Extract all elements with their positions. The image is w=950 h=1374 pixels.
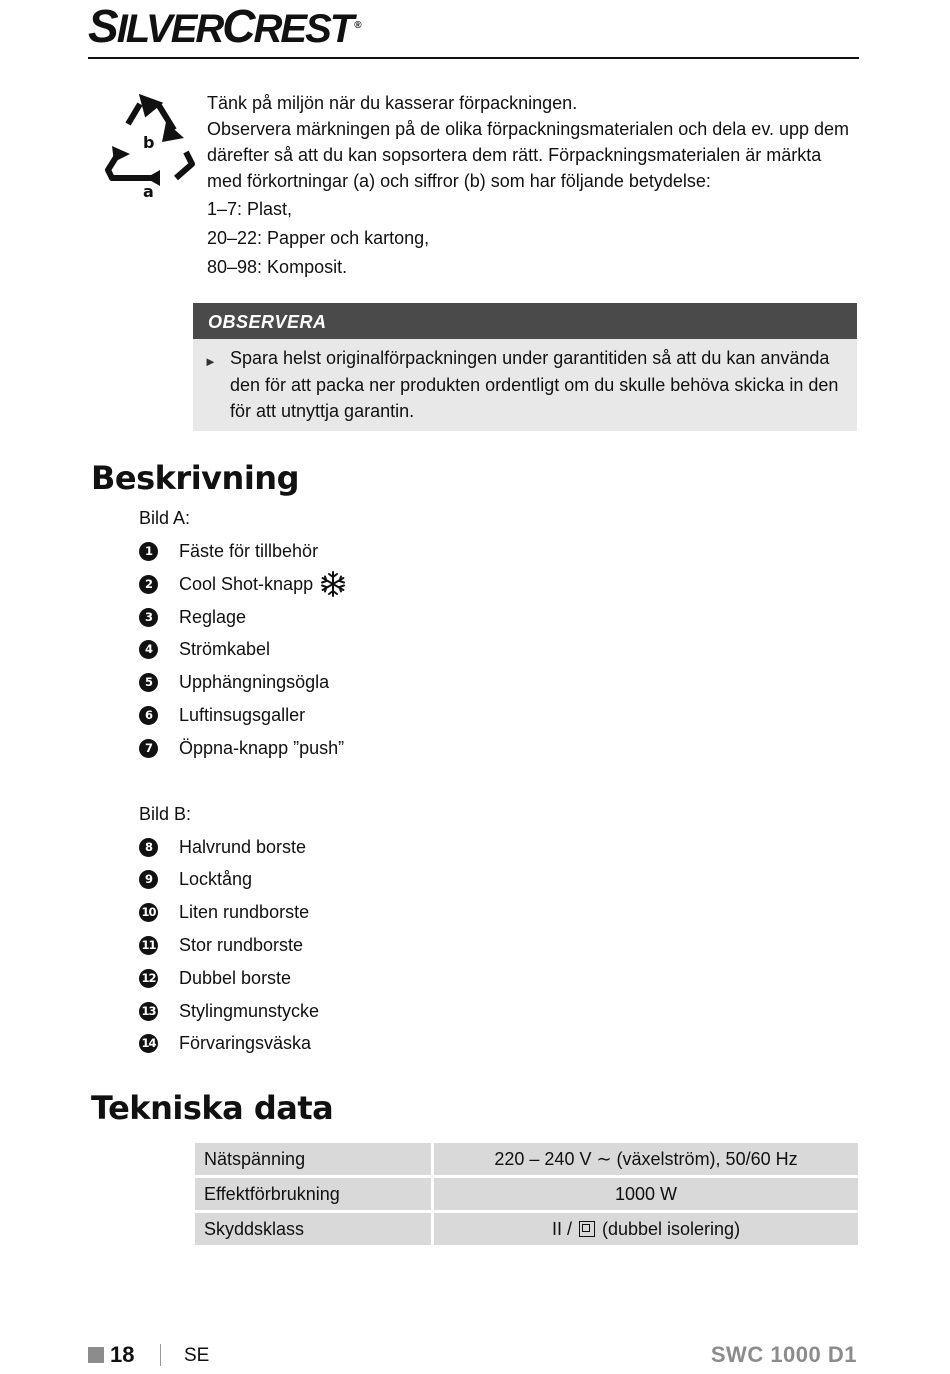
table-value: 220 – 240 V ∼ (växelström), 50/60 Hz — [434, 1143, 858, 1175]
list-item — [139, 966, 291, 990]
item-label: Luftinsugsgaller — [179, 705, 306, 725]
item-label: Öppna-knapp ”push” — [179, 738, 345, 758]
table-row — [195, 1213, 858, 1245]
list-item — [139, 900, 309, 924]
footer-divider — [160, 1344, 161, 1366]
item-label: Upphängningsögla — [179, 672, 330, 692]
item-number: 8 — [139, 838, 158, 857]
bild-b-label: Bild B: — [139, 804, 192, 824]
list-item — [139, 539, 318, 563]
item-number: 1 — [139, 542, 158, 561]
recycling-icon — [100, 90, 200, 200]
table-value: 1000 W — [434, 1178, 858, 1210]
item-label: Reglage — [179, 607, 247, 627]
list-item — [139, 572, 347, 596]
section-title-tekniska-data: Tekniska data — [91, 1089, 334, 1127]
item-number: 12 — [139, 969, 158, 988]
recycling-code: 80–98: Komposit. — [207, 257, 348, 277]
brand-logo: SILVERCREST ® — [88, 0, 362, 52]
note-body — [193, 339, 857, 431]
list-item — [139, 1031, 311, 1055]
page-number: 18 — [110, 1342, 135, 1367]
list-item — [139, 637, 270, 661]
item-label: Locktång — [179, 869, 253, 889]
item-number: 5 — [139, 673, 158, 692]
recycling-line-1: Tänk på miljön när du kasserar förpackningen. — [207, 93, 578, 113]
table-value-prefix: II / — [551, 1218, 572, 1239]
arrow-right-icon: ► — [204, 354, 217, 369]
item-number: 13 — [139, 1002, 158, 1021]
note-title: OBSERVERA — [193, 303, 857, 339]
list-item — [139, 605, 246, 629]
tech-data-table — [195, 1140, 858, 1248]
list-item — [139, 670, 329, 694]
snowflake-icon — [319, 570, 347, 598]
table-key: Skyddsklass — [195, 1213, 434, 1245]
recycling-code: 1–7: Plast, — [207, 199, 293, 219]
item-number: 3 — [139, 608, 158, 627]
section-title-beskrivning: Beskrivning — [91, 459, 299, 497]
table-row — [195, 1178, 858, 1210]
footer-square — [88, 1347, 104, 1363]
item-number: 2 — [139, 575, 158, 594]
table-row — [195, 1143, 858, 1175]
item-label: Cool Shot-knapp — [179, 574, 314, 594]
table-value-suffix: (dubbel isolering) — [601, 1218, 741, 1239]
note-box — [193, 303, 857, 431]
item-label: Halvrund borste — [179, 837, 307, 857]
table-value — [434, 1213, 858, 1245]
item-number: 7 — [139, 739, 158, 758]
item-label: Stylingmunstycke — [179, 1001, 320, 1021]
language-code: SE — [184, 1345, 210, 1366]
table-key: Nätspänning — [195, 1143, 434, 1175]
item-number: 6 — [139, 706, 158, 725]
list-item — [139, 933, 303, 957]
list-item — [139, 703, 305, 727]
list-item — [139, 999, 319, 1023]
note-text: Spara helst originalförpackningen under garantitiden så att du kan använda den för att packa ner produkten ordentligt om du skulle behöva skicka in den för att utnyttja garantin. — [230, 348, 839, 421]
bild-a-label: Bild A: — [139, 508, 191, 528]
item-number: 10 — [139, 903, 158, 922]
item-label: Liten rundborste — [179, 902, 310, 922]
list-item — [139, 835, 306, 859]
list-item — [139, 736, 344, 760]
list-item — [139, 867, 252, 891]
item-label: Strömkabel — [179, 639, 271, 659]
recycling-label-a: a — [143, 182, 154, 200]
recycling-code: 20–22: Papper och kartong, — [207, 228, 430, 248]
table-key: Effektförbrukning — [195, 1178, 434, 1210]
item-label: Fäste för tillbehör — [179, 541, 319, 561]
item-label: Dubbel borste — [179, 968, 292, 988]
header-rule — [88, 57, 859, 59]
item-number: 4 — [139, 640, 158, 659]
item-number: 14 — [139, 1034, 158, 1053]
item-label: Stor rundborste — [179, 935, 304, 955]
model-number: SWC 1000 D1 — [710, 1342, 857, 1367]
recycling-label-b: b — [143, 133, 155, 152]
item-label: Förvaringsväska — [179, 1033, 312, 1053]
recycling-line-2: Observera märkningen på de olika förpackningsmaterialen och dela ev. upp dem därefter så att du kan sopsortera dem rätt. Förpackningsmaterialen är märkta med förkortningar (a) och siffror (b) som har följande betydelse: — [207, 119, 850, 191]
item-number: 9 — [139, 870, 158, 889]
recycling-text — [207, 90, 852, 281]
item-number: 11 — [139, 936, 158, 955]
double-insulation-icon — [579, 1221, 595, 1237]
